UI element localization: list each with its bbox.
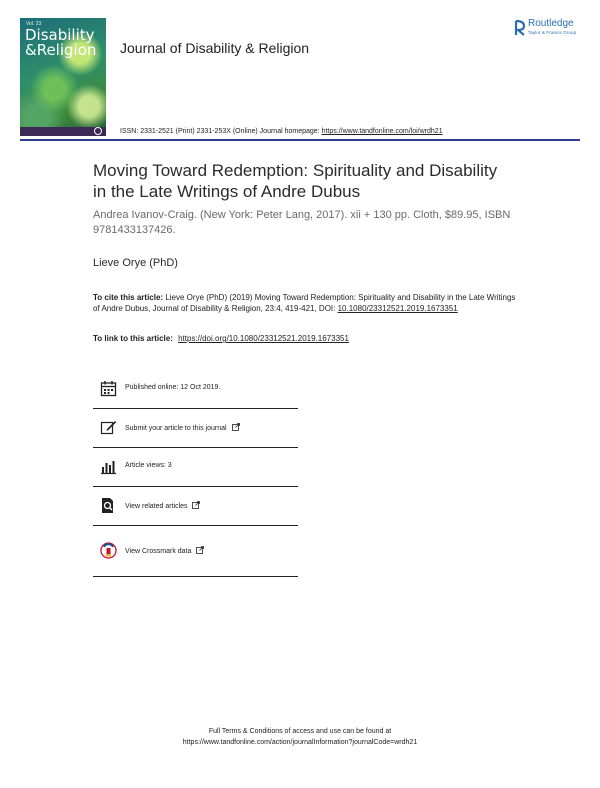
- terms-text: Full Terms & Conditions of access and use can be found at: [208, 728, 392, 735]
- citation-label: To cite this article:: [93, 293, 164, 302]
- publisher-name: Routledge: [528, 18, 574, 29]
- citation-block: [93, 292, 523, 314]
- terms-footer: [100, 726, 500, 748]
- submit-article-text: Submit your article to this journal: [125, 425, 227, 432]
- related-articles-text: View related articles: [125, 503, 188, 510]
- published-online-label: Published online: 12 Oct 2019.: [125, 384, 221, 391]
- related-articles-label: [125, 501, 200, 510]
- submit-article-label: [125, 423, 240, 432]
- routledge-logo-icon: [510, 18, 530, 38]
- publisher-tagline: Taylor & Francis Group: [528, 30, 577, 35]
- crossmark-icon: [100, 542, 117, 559]
- article-link-line: [93, 334, 523, 343]
- article-author: Lieve Orye (PhD): [93, 257, 178, 269]
- calendar-icon: [100, 380, 117, 397]
- crossmark-item[interactable]: [93, 526, 298, 577]
- article-views-item: [93, 448, 298, 487]
- article-doi-link[interactable]: https://doi.org/10.1080/23312521.2019.1673351: [178, 334, 349, 343]
- article-views-label: Article views: 3: [125, 462, 172, 469]
- pencil-icon: [100, 419, 117, 436]
- external-link-icon: [196, 546, 204, 554]
- bar-chart-icon: [100, 458, 117, 475]
- journal-homepage-link[interactable]: https://www.tandfonline.com/loi/wrdh21: [321, 128, 443, 135]
- cover-issue-label: Vol. 23: [26, 21, 42, 27]
- magnifier-document-icon: [100, 497, 117, 514]
- header-divider: [20, 139, 580, 141]
- issn-text: ISSN: 2331-2521 (Print) 2331-253X (Online) Journal homepage:: [120, 128, 320, 135]
- external-link-icon: [192, 501, 200, 509]
- crossmark-text: View Crossmark data: [125, 548, 192, 555]
- issn-line: [120, 128, 443, 135]
- citation-doi-link[interactable]: 10.1080/23312521.2019.1673351: [337, 304, 458, 313]
- related-articles-item[interactable]: [93, 487, 298, 526]
- cover-title: [25, 28, 105, 58]
- external-link-icon: [232, 423, 240, 431]
- terms-url-link[interactable]: https://www.tandfonline.com/action/journalInformation?journalCode=wrdh21: [182, 739, 418, 746]
- link-label: To link to this article:: [93, 334, 173, 343]
- journal-cover-image: [20, 18, 106, 136]
- article-title: Moving Toward Redemption: Spirituality and Disability in the Late Writings of Andre Dubus: [93, 161, 498, 201]
- cover-logo-icon: [94, 127, 102, 135]
- published-online-item: [93, 370, 298, 409]
- journal-title: Journal of Disability & Religion: [120, 40, 310, 56]
- crossmark-label: [125, 546, 204, 555]
- citation-text: Lieve Orye (PhD) (2019) Moving Toward Redemption: Spirituality and Disability in the Late Writings of Andre Dubus, Journal of Disability & Religion, 23:4, 419-421, DOI:: [93, 293, 516, 313]
- submit-article-item[interactable]: [93, 409, 298, 448]
- cover-title-line2: &Religion: [25, 41, 97, 59]
- cover-title-line1: Disability: [25, 26, 95, 44]
- book-review-reference: Andrea Ivanov-Craig. (New York: Peter Lang, 2017). xii + 130 pp. Cloth, $89.95, ISBN 9781433137426.: [93, 209, 511, 236]
